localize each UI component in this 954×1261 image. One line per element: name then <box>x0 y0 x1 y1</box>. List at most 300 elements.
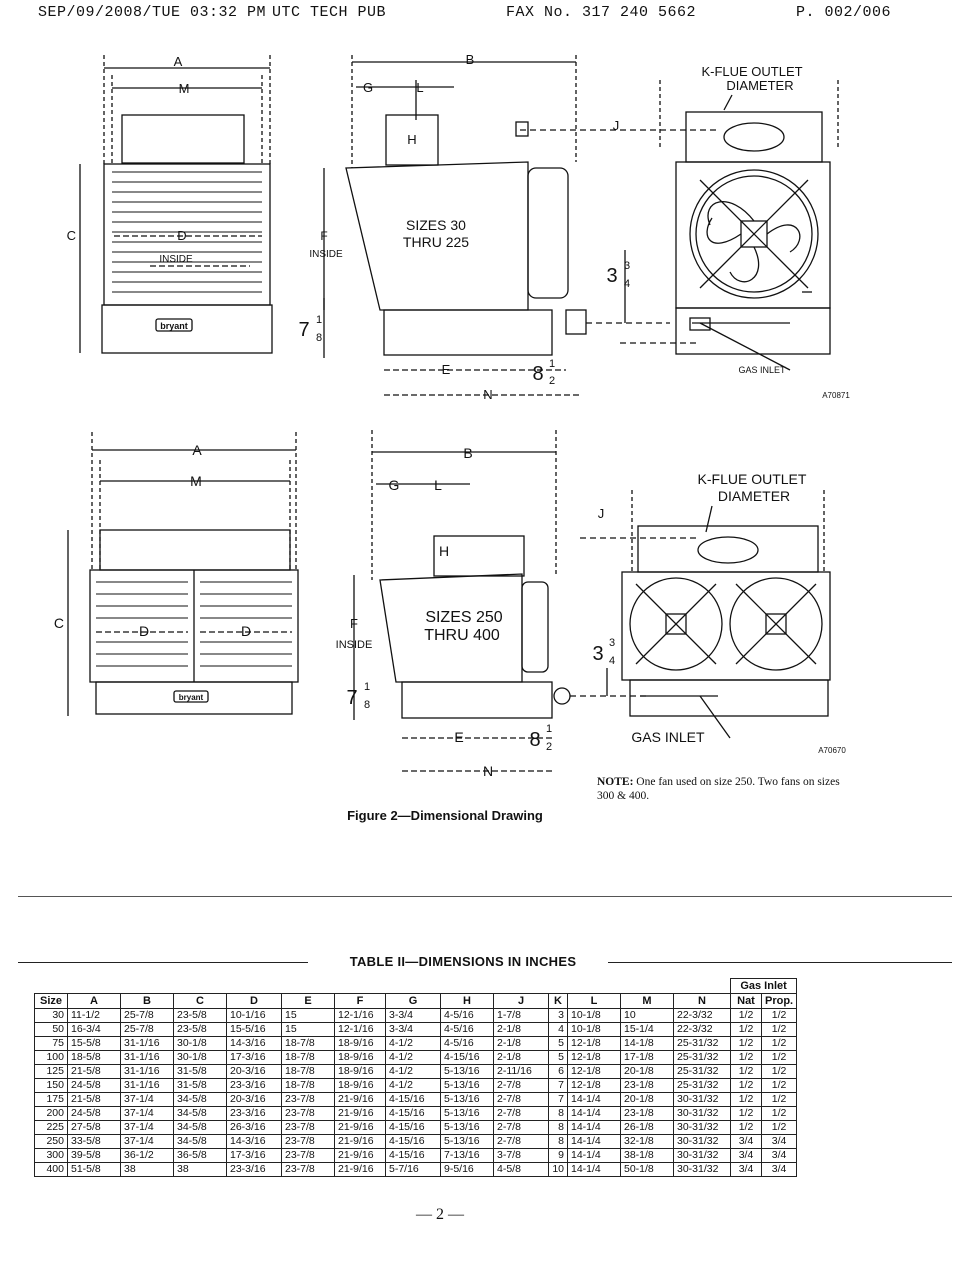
col-header-n: N <box>674 994 731 1009</box>
cell-j: 3-7/8 <box>494 1149 549 1163</box>
cell-nat: 1/2 <box>731 1079 762 1093</box>
top-frac-1: 1 <box>315 314 323 326</box>
cell-g: 4-15/16 <box>386 1121 441 1135</box>
cell-k: 5 <box>549 1037 568 1051</box>
cell-d: 14-3/16 <box>227 1135 282 1149</box>
cell-n: 30-31/32 <box>674 1163 731 1177</box>
bottom-dim-h: H <box>438 543 450 559</box>
cell-g: 4-15/16 <box>386 1093 441 1107</box>
cell-k: 7 <box>549 1079 568 1093</box>
cell-c: 31-5/8 <box>174 1065 227 1079</box>
cell-a: 24-5/8 <box>68 1079 121 1093</box>
cell-k: 4 <box>549 1023 568 1037</box>
top-dim-f: F <box>320 229 328 243</box>
cell-n: 30-31/32 <box>674 1121 731 1135</box>
col-header-a: A <box>68 994 121 1009</box>
cell-f: 12-1/16 <box>335 1009 386 1023</box>
cell-l: 10-1/8 <box>568 1009 621 1023</box>
cell-size: 300 <box>35 1149 68 1163</box>
cell-size: 225 <box>35 1121 68 1135</box>
cell-b: 36-1/2 <box>121 1149 174 1163</box>
cell-l: 12-1/8 <box>568 1065 621 1079</box>
cell-b: 37-1/4 <box>121 1093 174 1107</box>
bottom-frac-3: 3 <box>608 637 616 649</box>
cell-b: 37-1/4 <box>121 1135 174 1149</box>
cell-a: 11-1/2 <box>68 1009 121 1023</box>
cell-e: 15 <box>282 1009 335 1023</box>
bottom-drawing-code: A70670 <box>818 746 846 755</box>
table-title-row <box>18 954 952 970</box>
top-inside: INSIDE <box>159 254 193 265</box>
cell-e: 18-7/8 <box>282 1065 335 1079</box>
top-gas-inlet: GAS INLET <box>738 365 786 375</box>
cell-n: 30-31/32 <box>674 1135 731 1149</box>
cell-n: 30-31/32 <box>674 1093 731 1107</box>
cell-m: 38-1/8 <box>621 1149 674 1163</box>
cell-c: 36-5/8 <box>174 1149 227 1163</box>
table-row <box>35 1065 797 1079</box>
cell-h: 5-13/16 <box>441 1135 494 1149</box>
cell-nat: 1/2 <box>731 1023 762 1037</box>
cell-size: 250 <box>35 1135 68 1149</box>
cell-b: 37-1/4 <box>121 1107 174 1121</box>
cell-f: 21-9/16 <box>335 1163 386 1177</box>
cell-d: 10-1/16 <box>227 1009 282 1023</box>
top-dim-7: 7 <box>298 319 310 341</box>
cell-a: 21-5/8 <box>68 1093 121 1107</box>
cell-c: 38 <box>174 1163 227 1177</box>
cell-e: 18-7/8 <box>282 1051 335 1065</box>
cell-e: 23-7/8 <box>282 1121 335 1135</box>
rear-base <box>630 680 828 716</box>
side-base <box>384 310 552 355</box>
rear-flue-box <box>686 112 822 162</box>
cell-h: 4-15/16 <box>441 1051 494 1065</box>
cell-size: 75 <box>35 1037 68 1051</box>
cell-h: 4-5/16 <box>441 1023 494 1037</box>
cell-k: 6 <box>549 1065 568 1079</box>
table-row <box>35 1023 797 1037</box>
fax-datetime: SEP/09/2008/TUE 03:32 PM <box>38 4 267 21</box>
cell-j: 2-7/8 <box>494 1135 549 1149</box>
cell-c: 34-5/8 <box>174 1135 227 1149</box>
dimensions-table <box>34 978 797 1177</box>
top-dim-l: L <box>416 80 424 95</box>
cell-c: 30-1/8 <box>174 1051 227 1065</box>
cell-prop: 3/4 <box>762 1149 797 1163</box>
cell-prop: 1/2 <box>762 1079 797 1093</box>
col-header-k: K <box>549 994 568 1009</box>
cell-b: 31-1/16 <box>121 1037 174 1051</box>
drawing-note <box>597 775 842 803</box>
cell-g: 4-15/16 <box>386 1135 441 1149</box>
col-header-f: F <box>335 994 386 1009</box>
cell-h: 5-13/16 <box>441 1093 494 1107</box>
bottom-frac-8: 8 <box>363 699 371 711</box>
cell-m: 20-1/8 <box>621 1065 674 1079</box>
cell-d: 23-3/16 <box>227 1079 282 1093</box>
top-flue-line2: DIAMETER <box>726 78 794 93</box>
cell-n: 25-31/32 <box>674 1051 731 1065</box>
cell-j: 2-1/8 <box>494 1037 549 1051</box>
top-drawing-svg <box>0 40 954 410</box>
side-base <box>402 682 552 718</box>
bottom-flue-line1: K-FLUE OUTLET <box>697 471 807 487</box>
cell-j: 4-5/8 <box>494 1163 549 1177</box>
cell-b: 25-7/8 <box>121 1009 174 1023</box>
bottom-f-inside: INSIDE <box>335 639 373 651</box>
top-flue-line1: K-FLUE OUTLET <box>701 64 803 79</box>
cell-prop: 1/2 <box>762 1065 797 1079</box>
cell-f: 21-9/16 <box>335 1135 386 1149</box>
cell-n: 22-3/32 <box>674 1009 731 1023</box>
cell-f: 18-9/16 <box>335 1065 386 1079</box>
cell-j: 2-7/8 <box>494 1107 549 1121</box>
cell-b: 25-7/8 <box>121 1023 174 1037</box>
side-vent-cap <box>516 122 528 136</box>
cell-k: 3 <box>549 1009 568 1023</box>
bottom-dim-j: J <box>597 506 605 521</box>
cell-l: 14-1/4 <box>568 1163 621 1177</box>
cell-d: 15-5/16 <box>227 1023 282 1037</box>
bottom-dim-l: L <box>434 477 442 493</box>
side-gas-valve <box>554 688 570 704</box>
cell-d: 17-3/16 <box>227 1051 282 1065</box>
page-number <box>0 1206 954 1224</box>
note-label: NOTE: <box>597 776 634 788</box>
cell-size: 30 <box>35 1009 68 1023</box>
rear-flue-outlet <box>698 537 758 563</box>
cell-n: 25-31/32 <box>674 1037 731 1051</box>
bottom-dim-b: B <box>463 445 473 461</box>
cell-nat: 3/4 <box>731 1135 762 1149</box>
bottom-frac-half-2: 2 <box>545 741 553 753</box>
cell-prop: 1/2 <box>762 1009 797 1023</box>
side-burner <box>522 582 548 672</box>
cell-m: 23-1/8 <box>621 1079 674 1093</box>
cell-nat: 1/2 <box>731 1121 762 1135</box>
cell-f: 21-9/16 <box>335 1121 386 1135</box>
rear-flue-box <box>638 526 818 572</box>
table-row <box>35 1121 797 1135</box>
top-dim-8: 8 <box>532 363 544 385</box>
bottom-sizes-line1: SIZES 250 <box>425 609 503 626</box>
cell-c: 30-1/8 <box>174 1037 227 1051</box>
cell-nat: 1/2 <box>731 1093 762 1107</box>
cell-k: 8 <box>549 1135 568 1149</box>
top-sizes-line1: SIZES 30 <box>406 217 466 233</box>
section-divider <box>18 896 952 897</box>
cell-h: 9-5/16 <box>441 1163 494 1177</box>
cell-f: 21-9/16 <box>335 1149 386 1163</box>
top-dimensional-drawing <box>0 40 954 410</box>
cell-size: 175 <box>35 1093 68 1107</box>
cell-k: 7 <box>549 1093 568 1107</box>
table-header-row <box>35 994 797 1009</box>
cell-e: 23-7/8 <box>282 1149 335 1163</box>
front-flue-box <box>100 530 290 570</box>
cell-h: 5-13/16 <box>441 1107 494 1121</box>
col-header-b: B <box>121 994 174 1009</box>
cell-n: 22-3/32 <box>674 1023 731 1037</box>
cell-e: 18-7/8 <box>282 1037 335 1051</box>
cell-h: 5-13/16 <box>441 1079 494 1093</box>
cell-c: 23-5/8 <box>174 1009 227 1023</box>
cell-size: 400 <box>35 1163 68 1177</box>
cell-d: 23-3/16 <box>227 1107 282 1121</box>
top-dim-e: E <box>441 362 451 377</box>
cell-prop: 1/2 <box>762 1037 797 1051</box>
cell-prop: 3/4 <box>762 1163 797 1177</box>
cell-a: 33-5/8 <box>68 1135 121 1149</box>
cell-g: 3-3/4 <box>386 1023 441 1037</box>
bottom-frac-1: 1 <box>363 681 371 693</box>
gas-inlet-header: Gas Inlet <box>731 979 797 994</box>
cell-d: 20-3/16 <box>227 1093 282 1107</box>
cell-k: 10 <box>549 1163 568 1177</box>
cell-l: 14-1/4 <box>568 1135 621 1149</box>
cell-f: 18-9/16 <box>335 1079 386 1093</box>
top-dim-b: B <box>465 52 475 67</box>
cell-size: 50 <box>35 1023 68 1037</box>
cell-prop: 1/2 <box>762 1051 797 1065</box>
table-group-header-row <box>35 979 797 994</box>
cell-nat: 3/4 <box>731 1149 762 1163</box>
cell-prop: 1/2 <box>762 1121 797 1135</box>
cell-size: 125 <box>35 1065 68 1079</box>
cell-m: 26-1/8 <box>621 1121 674 1135</box>
top-dim-g: G <box>362 80 374 95</box>
bottom-dim-m: M <box>190 473 202 489</box>
table-row <box>35 1107 797 1121</box>
cell-n: 30-31/32 <box>674 1149 731 1163</box>
cell-d: 23-3/16 <box>227 1163 282 1177</box>
table-row <box>35 1093 797 1107</box>
cell-f: 18-9/16 <box>335 1051 386 1065</box>
cell-prop: 1/2 <box>762 1107 797 1121</box>
side-gas-valve <box>566 310 586 334</box>
bottom-gas-inlet: GAS INLET <box>631 729 705 745</box>
top-sizes-line2: THRU 225 <box>402 234 470 250</box>
bottom-dim-e: E <box>454 729 464 745</box>
cell-g: 4-1/2 <box>386 1079 441 1093</box>
cell-c: 34-5/8 <box>174 1121 227 1135</box>
cell-nat: 1/2 <box>731 1065 762 1079</box>
cell-size: 200 <box>35 1107 68 1121</box>
cell-j: 2-7/8 <box>494 1093 549 1107</box>
cell-f: 18-9/16 <box>335 1037 386 1051</box>
cell-l: 14-1/4 <box>568 1107 621 1121</box>
cell-g: 4-15/16 <box>386 1107 441 1121</box>
cell-m: 50-1/8 <box>621 1163 674 1177</box>
table-row <box>35 1037 797 1051</box>
cell-d: 14-3/16 <box>227 1037 282 1051</box>
front-cabinet <box>104 164 270 305</box>
cell-l: 14-1/4 <box>568 1121 621 1135</box>
bottom-frac-half-1: 1 <box>545 723 553 735</box>
bottom-dimensional-drawing <box>0 420 954 782</box>
bottom-frac-4: 4 <box>608 655 616 667</box>
cell-h: 4-5/16 <box>441 1037 494 1051</box>
bottom-dim-a: A <box>192 442 202 458</box>
bottom-dim-d1: D <box>138 623 150 639</box>
table-title: TABLE II—DIMENSIONS IN INCHES <box>349 954 577 969</box>
table-row <box>35 1163 797 1177</box>
cell-prop: 3/4 <box>762 1135 797 1149</box>
cell-g: 4-1/2 <box>386 1051 441 1065</box>
cell-j: 2-11/16 <box>494 1065 549 1079</box>
top-dim-a: A <box>173 54 183 69</box>
col-header-nat: Nat <box>731 994 762 1009</box>
rear-flue-outlet <box>724 123 784 151</box>
col-header-e: E <box>282 994 335 1009</box>
cell-prop: 1/2 <box>762 1093 797 1107</box>
cell-h: 5-13/16 <box>441 1065 494 1079</box>
cell-n: 25-31/32 <box>674 1079 731 1093</box>
col-header-prop: Prop. <box>762 994 797 1009</box>
cell-g: 3-3/4 <box>386 1009 441 1023</box>
cell-nat: 1/2 <box>731 1107 762 1121</box>
top-dim-c: C <box>66 228 76 243</box>
col-header-j: J <box>494 994 549 1009</box>
cell-a: 27-5/8 <box>68 1121 121 1135</box>
cell-l: 12-1/8 <box>568 1037 621 1051</box>
table-title-rule-right <box>608 962 952 963</box>
cell-d: 26-3/16 <box>227 1121 282 1135</box>
cell-b: 38 <box>121 1163 174 1177</box>
cell-prop: 1/2 <box>762 1023 797 1037</box>
top-dim-j: J <box>612 118 620 133</box>
top-brand: bryant <box>160 321 188 331</box>
cell-nat: 1/2 <box>731 1009 762 1023</box>
cell-a: 18-5/8 <box>68 1051 121 1065</box>
col-header-h: H <box>441 994 494 1009</box>
cell-j: 2-1/8 <box>494 1023 549 1037</box>
col-header-g: G <box>386 994 441 1009</box>
fax-header <box>0 4 954 26</box>
cell-m: 10 <box>621 1009 674 1023</box>
cell-f: 12-1/16 <box>335 1023 386 1037</box>
table-title-rule-left <box>18 962 308 963</box>
cell-e: 23-7/8 <box>282 1135 335 1149</box>
figure-caption <box>0 808 954 823</box>
cell-a: 51-5/8 <box>68 1163 121 1177</box>
cell-b: 31-1/16 <box>121 1065 174 1079</box>
bottom-dim-d2: D <box>240 623 252 639</box>
col-header-m: M <box>621 994 674 1009</box>
cell-c: 31-5/8 <box>174 1079 227 1093</box>
cell-a: 16-3/4 <box>68 1023 121 1037</box>
cell-f: 21-9/16 <box>335 1107 386 1121</box>
bottom-dim-7: 7 <box>346 687 358 709</box>
cell-e: 23-7/8 <box>282 1107 335 1121</box>
rear-base <box>676 308 830 354</box>
cell-c: 34-5/8 <box>174 1107 227 1121</box>
cell-size: 150 <box>35 1079 68 1093</box>
bottom-dim-c: C <box>53 615 64 631</box>
cell-a: 39-5/8 <box>68 1149 121 1163</box>
top-f-inside: INSIDE <box>309 249 343 260</box>
cell-j: 2-1/8 <box>494 1051 549 1065</box>
cell-m: 20-1/8 <box>621 1093 674 1107</box>
cell-g: 4-15/16 <box>386 1149 441 1163</box>
cell-l: 12-1/8 <box>568 1051 621 1065</box>
top-dim-n: N <box>483 387 493 402</box>
top-frac-half-1: 1 <box>548 358 556 370</box>
cell-k: 9 <box>549 1149 568 1163</box>
fax-number: FAX No. 317 240 5662 <box>506 4 697 21</box>
fax-page: P. 002/006 <box>796 4 892 21</box>
bottom-dim-f: F <box>350 616 358 631</box>
cell-k: 5 <box>549 1051 568 1065</box>
top-frac-3: 3 <box>623 260 631 272</box>
cell-j: 2-7/8 <box>494 1121 549 1135</box>
dimensions-table-body <box>35 1009 797 1177</box>
cell-size: 100 <box>35 1051 68 1065</box>
cell-nat: 1/2 <box>731 1051 762 1065</box>
col-header-size: Size <box>35 994 68 1009</box>
cell-j: 1-7/8 <box>494 1009 549 1023</box>
top-frac-4: 4 <box>623 278 631 290</box>
table-row <box>35 1051 797 1065</box>
figure-caption-text: Figure 2—Dimensional Drawing <box>347 808 543 823</box>
col-header-c: C <box>174 994 227 1009</box>
bottom-dim-3: 3 <box>592 643 604 665</box>
cell-h: 4-5/16 <box>441 1009 494 1023</box>
top-dim-m: M <box>178 81 190 96</box>
table-row <box>35 1079 797 1093</box>
cell-m: 15-1/4 <box>621 1023 674 1037</box>
cell-b: 31-1/16 <box>121 1051 174 1065</box>
cell-nat: 3/4 <box>731 1163 762 1177</box>
cell-e: 23-7/8 <box>282 1163 335 1177</box>
cell-k: 8 <box>549 1121 568 1135</box>
cell-m: 23-1/8 <box>621 1107 674 1121</box>
cell-l: 14-1/4 <box>568 1093 621 1107</box>
cell-c: 23-5/8 <box>174 1023 227 1037</box>
cell-m: 14-1/8 <box>621 1037 674 1051</box>
table-row <box>35 1009 797 1023</box>
col-header-l: L <box>568 994 621 1009</box>
cell-a: 15-5/8 <box>68 1037 121 1051</box>
cell-h: 7-13/16 <box>441 1149 494 1163</box>
cell-g: 5-7/16 <box>386 1163 441 1177</box>
bottom-flue-line2: DIAMETER <box>717 488 791 504</box>
cell-a: 24-5/8 <box>68 1107 121 1121</box>
cell-m: 32-1/8 <box>621 1135 674 1149</box>
col-header-d: D <box>227 994 282 1009</box>
cell-l: 14-1/4 <box>568 1149 621 1163</box>
top-frac-8: 8 <box>315 332 323 344</box>
top-dim-h: H <box>407 132 417 147</box>
side-burner <box>528 168 568 298</box>
cell-e: 15 <box>282 1023 335 1037</box>
cell-nat: 1/2 <box>731 1037 762 1051</box>
cell-e: 23-7/8 <box>282 1093 335 1107</box>
cell-n: 25-31/32 <box>674 1065 731 1079</box>
top-drawing-code: A70871 <box>822 391 850 400</box>
cell-k: 8 <box>549 1107 568 1121</box>
top-dim-d: D <box>177 228 187 243</box>
note-text: One fan used on size 250. Two fans on sizes 300 & 400. <box>597 776 840 802</box>
cell-n: 30-31/32 <box>674 1107 731 1121</box>
bottom-sizes-line2: THRU 400 <box>424 627 500 644</box>
top-frac-half-2: 2 <box>548 375 556 387</box>
cell-d: 20-3/16 <box>227 1065 282 1079</box>
table-row <box>35 1149 797 1163</box>
cell-g: 4-1/2 <box>386 1065 441 1079</box>
fax-sender: UTC TECH PUB <box>272 4 387 21</box>
